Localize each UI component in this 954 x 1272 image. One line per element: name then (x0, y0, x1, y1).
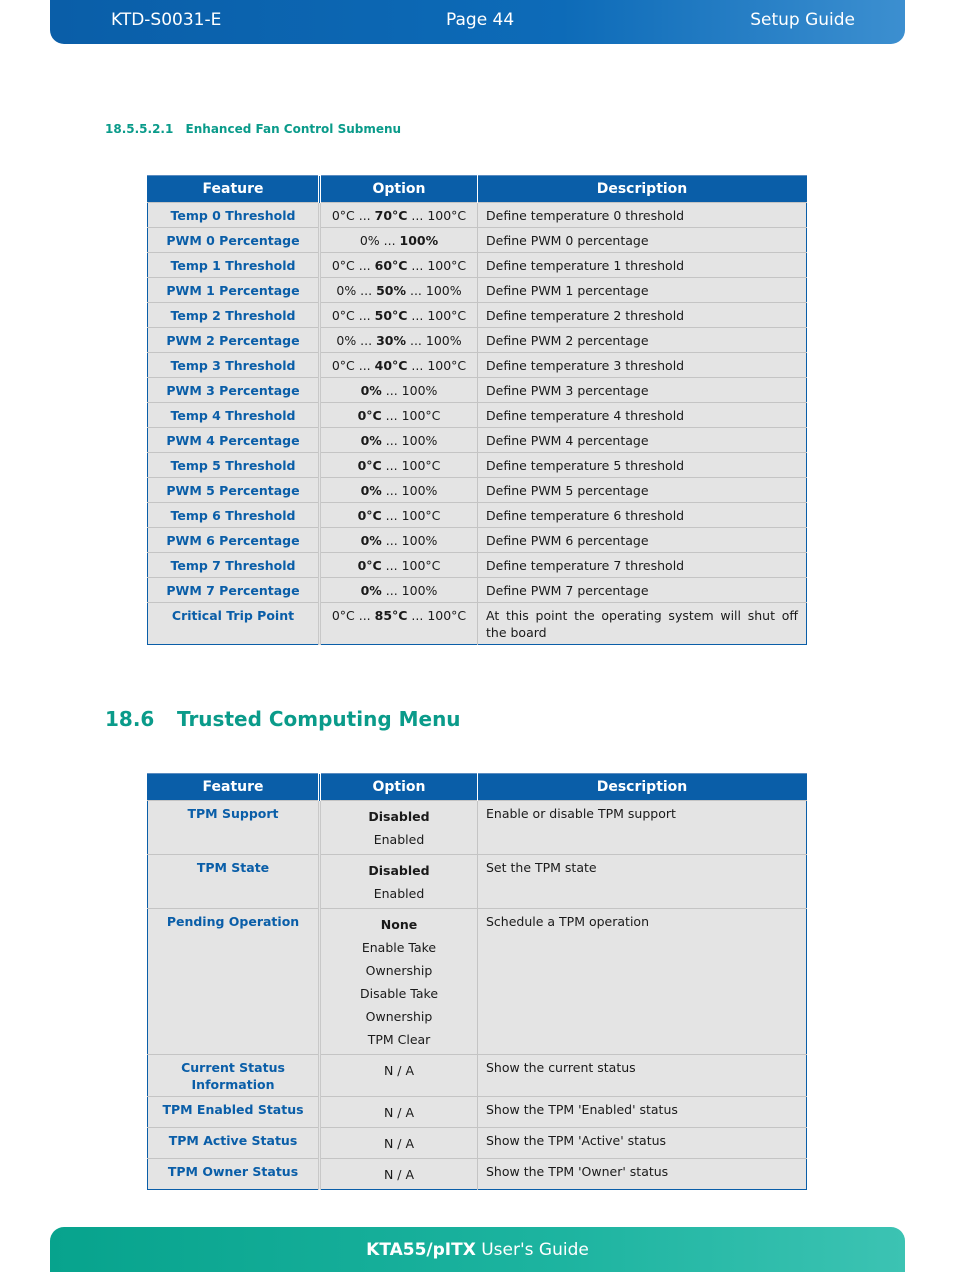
description-cell: Show the TPM 'Active' status (478, 1128, 807, 1159)
option-range-start: 0% ... (336, 333, 377, 348)
section-name: Setup Guide (750, 10, 855, 30)
table-row (148, 328, 807, 353)
trusted-computing-table (147, 773, 807, 1190)
product-name: KTA55/pITX (366, 1240, 476, 1260)
option-range-start: 0°C ... (331, 258, 375, 273)
column-header-description: Description (478, 176, 807, 203)
subsection-title: Enhanced Fan Control Submenu (185, 122, 402, 136)
description-cell: Define temperature 7 threshold (478, 553, 807, 578)
option-cell (320, 1159, 478, 1190)
option-value: TPM Clear (367, 1032, 431, 1047)
option-value: Enabled (373, 886, 425, 901)
feature-cell: PWM 7 Percentage (148, 578, 320, 603)
option-default-value: 50% (376, 283, 406, 298)
description-cell: Show the current status (478, 1055, 807, 1097)
description-cell: Define temperature 5 threshold (478, 453, 807, 478)
option-range-end: ... 100% (406, 333, 462, 348)
option-default-value: 30% (376, 333, 406, 348)
feature-cell: PWM 2 Percentage (148, 328, 320, 353)
feature-cell: PWM 6 Percentage (148, 528, 320, 553)
option-cell (320, 203, 478, 228)
description-cell: Define temperature 6 threshold (478, 503, 807, 528)
column-header-feature: Feature (148, 176, 320, 203)
option-cell (320, 353, 478, 378)
option-range-end: ... 100°C (381, 408, 441, 423)
document-id: KTD-S0031-E (111, 10, 222, 30)
feature-cell: TPM Owner Status (148, 1159, 320, 1190)
option-default-value: 0% (360, 483, 382, 498)
option-default-value: 85°C (374, 608, 408, 623)
table-row (148, 378, 807, 403)
option-value: N / A (383, 1167, 415, 1182)
table-row (148, 278, 807, 303)
option-cell (320, 378, 478, 403)
table-row (148, 553, 807, 578)
description-cell: Define PWM 6 percentage (478, 528, 807, 553)
table-row (148, 503, 807, 528)
feature-cell: PWM 4 Percentage (148, 428, 320, 453)
option-default-value: 0% (360, 583, 382, 598)
column-header-option: Option (320, 176, 478, 203)
option-range-end: ... 100°C (407, 608, 467, 623)
option-cell (320, 855, 478, 909)
option-default-value: 0% (360, 433, 382, 448)
option-range-end: ... 100% (381, 483, 438, 498)
table-row (148, 1055, 807, 1097)
option-cell (320, 909, 478, 1055)
column-header-description: Description (478, 774, 807, 801)
description-cell: Define PWM 2 percentage (478, 328, 807, 353)
option-cell (320, 553, 478, 578)
option-cell (320, 453, 478, 478)
subsection-number: 18.5.5.2.1 (105, 122, 174, 136)
page-footer (50, 1227, 905, 1272)
feature-cell: TPM Active Status (148, 1128, 320, 1159)
table-row (148, 578, 807, 603)
description-cell: Define PWM 0 percentage (478, 228, 807, 253)
column-header-option: Option (320, 774, 478, 801)
table-row (148, 403, 807, 428)
option-default-value: 0°C (357, 458, 382, 473)
table-row (148, 1128, 807, 1159)
description-cell: Define PWM 1 percentage (478, 278, 807, 303)
feature-cell: Pending Operation (148, 909, 320, 1055)
option-default-value: 100% (399, 233, 439, 248)
table-row (148, 528, 807, 553)
option-range-end: ... 100°C (407, 358, 467, 373)
option-default-value: 0% (360, 383, 382, 398)
option-default-value: 50°C (374, 308, 408, 323)
option-cell (320, 278, 478, 303)
option-cell (320, 603, 478, 645)
feature-cell: Temp 2 Threshold (148, 303, 320, 328)
option-cell (320, 801, 478, 855)
table-row (148, 453, 807, 478)
feature-cell: Current Status Information (148, 1055, 320, 1097)
feature-cell: Temp 7 Threshold (148, 553, 320, 578)
option-value: N / A (383, 1105, 415, 1120)
option-default-value: 0°C (357, 558, 382, 573)
section-title: Trusted Computing Menu (177, 707, 461, 731)
option-cell (320, 1055, 478, 1097)
option-cell (320, 428, 478, 453)
description-cell: Show the TPM 'Enabled' status (478, 1097, 807, 1128)
option-range-end: ... 100°C (381, 508, 441, 523)
feature-cell: Temp 1 Threshold (148, 253, 320, 278)
option-cell (320, 328, 478, 353)
option-range-end: ... 100°C (407, 208, 467, 223)
feature-cell: TPM Enabled Status (148, 1097, 320, 1128)
feature-cell: Temp 3 Threshold (148, 353, 320, 378)
feature-cell: PWM 3 Percentage (148, 378, 320, 403)
description-cell: Set the TPM state (478, 855, 807, 909)
table-row (148, 603, 807, 645)
table-row (148, 303, 807, 328)
table-row (148, 353, 807, 378)
option-range-end: ... 100% (406, 283, 462, 298)
page-number: Page 44 (446, 10, 515, 30)
description-cell: Define temperature 3 threshold (478, 353, 807, 378)
table-row (148, 909, 807, 1055)
guide-label: User's Guide (475, 1240, 589, 1260)
option-range-start: 0°C ... (331, 308, 375, 323)
table-row (148, 228, 807, 253)
option-cell (320, 1128, 478, 1159)
option-cell (320, 503, 478, 528)
table-row (148, 253, 807, 278)
option-value: Disable Take Ownership (359, 986, 439, 1024)
description-cell: Show the TPM 'Owner' status (478, 1159, 807, 1190)
option-value: N / A (383, 1136, 415, 1151)
option-default-value: 60°C (374, 258, 408, 273)
description-cell: Define PWM 7 percentage (478, 578, 807, 603)
option-cell (320, 1097, 478, 1128)
feature-cell: PWM 0 Percentage (148, 228, 320, 253)
option-range-end: ... 100% (381, 583, 438, 598)
option-default-value: 70°C (374, 208, 408, 223)
subsection-heading (105, 122, 401, 136)
option-value: None (380, 917, 418, 932)
option-value: Enabled (373, 832, 425, 847)
description-cell: Define PWM 4 percentage (478, 428, 807, 453)
option-range-end: ... 100°C (381, 558, 441, 573)
feature-cell: TPM Support (148, 801, 320, 855)
option-range-start: 0°C ... (331, 208, 375, 223)
option-range-start: 0% ... (336, 283, 377, 298)
option-value: Disabled (368, 863, 430, 878)
table-row (148, 801, 807, 855)
option-range-start: 0% ... (359, 233, 400, 248)
option-range-end: ... 100% (381, 383, 438, 398)
fan-control-table (147, 175, 807, 645)
option-range-end: ... 100°C (381, 458, 441, 473)
description-cell: Define temperature 2 threshold (478, 303, 807, 328)
feature-cell: Temp 6 Threshold (148, 503, 320, 528)
option-range-end: ... 100% (381, 533, 438, 548)
option-default-value: 0% (360, 533, 382, 548)
feature-cell: TPM State (148, 855, 320, 909)
option-cell (320, 303, 478, 328)
description-cell: At this point the operating system will shut off the board (478, 603, 807, 645)
description-cell: Define temperature 0 threshold (478, 203, 807, 228)
table-header-row (148, 176, 807, 203)
option-range-end: ... 100°C (407, 258, 467, 273)
option-range-end: ... 100% (381, 433, 438, 448)
option-default-value: 0°C (357, 508, 382, 523)
feature-cell: Critical Trip Point (148, 603, 320, 645)
feature-cell: PWM 5 Percentage (148, 478, 320, 503)
table-row (148, 1097, 807, 1128)
option-default-value: 0°C (357, 408, 382, 423)
table-row (148, 428, 807, 453)
section-heading (105, 707, 461, 731)
description-cell: Define temperature 1 threshold (478, 253, 807, 278)
option-cell (320, 528, 478, 553)
description-cell: Define PWM 5 percentage (478, 478, 807, 503)
feature-cell: PWM 1 Percentage (148, 278, 320, 303)
feature-cell: Temp 4 Threshold (148, 403, 320, 428)
section-number: 18.6 (105, 707, 155, 731)
option-cell (320, 403, 478, 428)
description-cell: Schedule a TPM operation (478, 909, 807, 1055)
table-row (148, 478, 807, 503)
table-header-row (148, 774, 807, 801)
option-cell (320, 253, 478, 278)
option-value: Disabled (368, 809, 430, 824)
option-value: Enable Take Ownership (361, 940, 437, 978)
option-value: N / A (383, 1063, 415, 1078)
description-cell: Define PWM 3 percentage (478, 378, 807, 403)
option-default-value: 40°C (374, 358, 408, 373)
table-row (148, 203, 807, 228)
description-cell: Define temperature 4 threshold (478, 403, 807, 428)
feature-cell: Temp 5 Threshold (148, 453, 320, 478)
option-cell (320, 578, 478, 603)
option-cell (320, 228, 478, 253)
table-row (148, 855, 807, 909)
page-header (50, 0, 905, 44)
option-range-end: ... 100°C (407, 308, 467, 323)
option-cell (320, 478, 478, 503)
description-cell: Enable or disable TPM support (478, 801, 807, 855)
feature-cell: Temp 0 Threshold (148, 203, 320, 228)
column-header-feature: Feature (148, 774, 320, 801)
option-range-start: 0°C ... (331, 358, 375, 373)
option-range-start: 0°C ... (331, 608, 375, 623)
table-row (148, 1159, 807, 1190)
